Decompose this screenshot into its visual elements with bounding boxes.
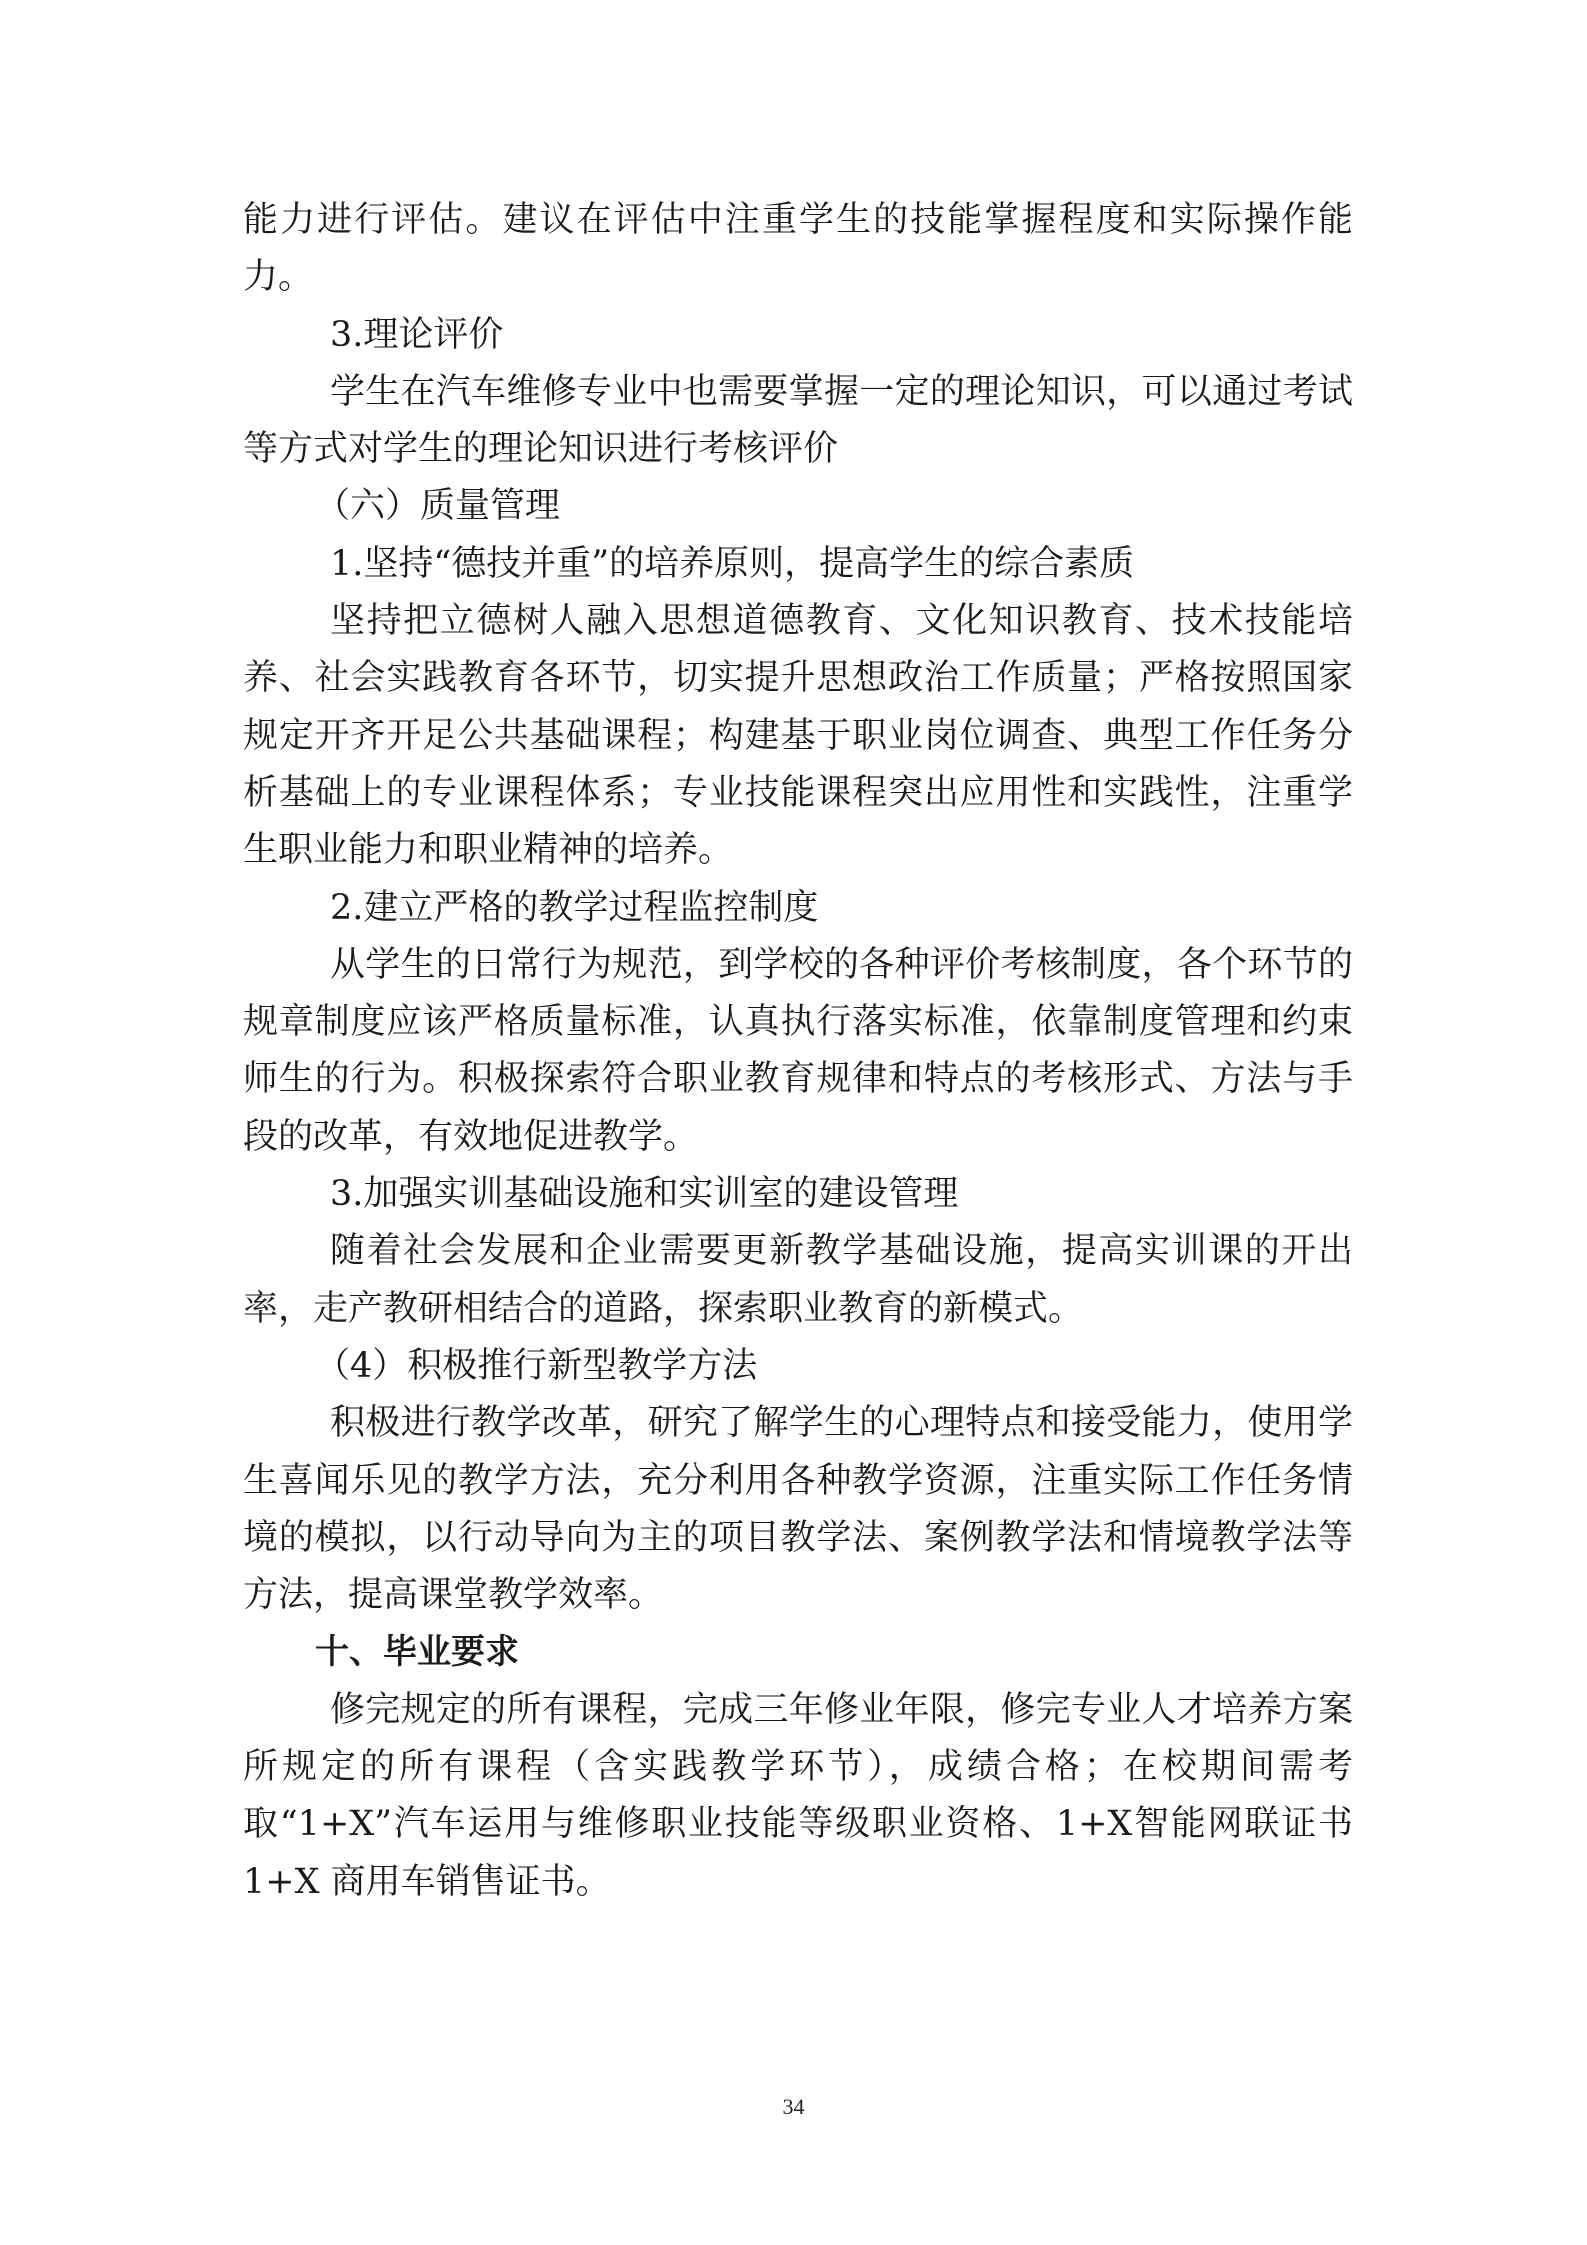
page-number: 34 — [782, 2094, 805, 2119]
subsection-heading-moral-skill: 1.坚持“德技并重”的培养原则，提高学生的综合素质 — [330, 543, 1135, 584]
subsection-heading-theory-evaluation: 3.理论评价 — [330, 314, 504, 355]
section-heading-quality-management: （六）质量管理 — [315, 486, 561, 527]
subsection-heading-teaching-methods: （4）积极推行新型教学方法 — [315, 1345, 758, 1386]
paragraph-training-facilities: 随着社会发展和企业需要更新教学基础设施，提高实训课的开出率，走产教研相结合的道路，探索职业教育的新模式。 — [243, 1231, 1353, 1329]
chapter-heading-graduation-requirements: 十、毕业要求 — [315, 1632, 519, 1673]
paragraph-monitoring: 从学生的日常行为规范，到学校的各种评价考核制度，各个环节的规章制度应该严格质量标准，认真执行落实标准，依靠制度管理和约束师生的行为。积极探索符合职业教育规律和特点的考核形式、方法与手段的改革，有效地促进教学。 — [243, 944, 1353, 1157]
paragraph-graduation-requirements: 修完规定的所有课程，完成三年修业年限，修完专业人才培养方案所规定的所有课程（含实践教学环节），成绩合格；在校期间需考取“1+X”汽车运用与维修职业技能等级职业资格、1+X智能网联证书 1+X 商用车销售证书。 — [243, 1689, 1353, 1902]
paragraph-moral-skill: 坚持把立德树人融入思想道德教育、文化知识教育、技术技能培养、社会实践教育各环节，切实提升思想政治工作质量；严格按照国家规定开齐开足公共基础课程；构建基于职业岗位调查、典型工作任务分析基础上的专业课程体系；专业技能课程突出应用性和实践性，注重学生职业能力和职业精神的培养。 — [243, 601, 1353, 871]
document-body — [243, 192, 1353, 1911]
subsection-heading-training-facilities: 3.加强实训基础设施和实训室的建设管理 — [330, 1174, 959, 1215]
paragraph-theory-evaluation: 学生在汽车维修专业中也需要掌握一定的理论知识，可以通过考试等方式对学生的理论知识进行考核评价 — [243, 371, 1353, 470]
paragraph-teaching-methods: 积极进行教学改革，研究了解学生的心理特点和接受能力，使用学生喜闻乐见的教学方法，充分利用各种教学资源，注重实际工作任务情境的模拟，以行动导向为主的项目教学法、案例教学法和情境教学法等方法，提高课堂教学效率。 — [243, 1403, 1353, 1616]
paragraph-continuation: 能力进行评估。建议在评估中注重学生的技能掌握程度和实际操作能力。 — [243, 200, 1353, 298]
subsection-heading-monitoring: 2.建立严格的教学过程监控制度 — [330, 887, 819, 928]
